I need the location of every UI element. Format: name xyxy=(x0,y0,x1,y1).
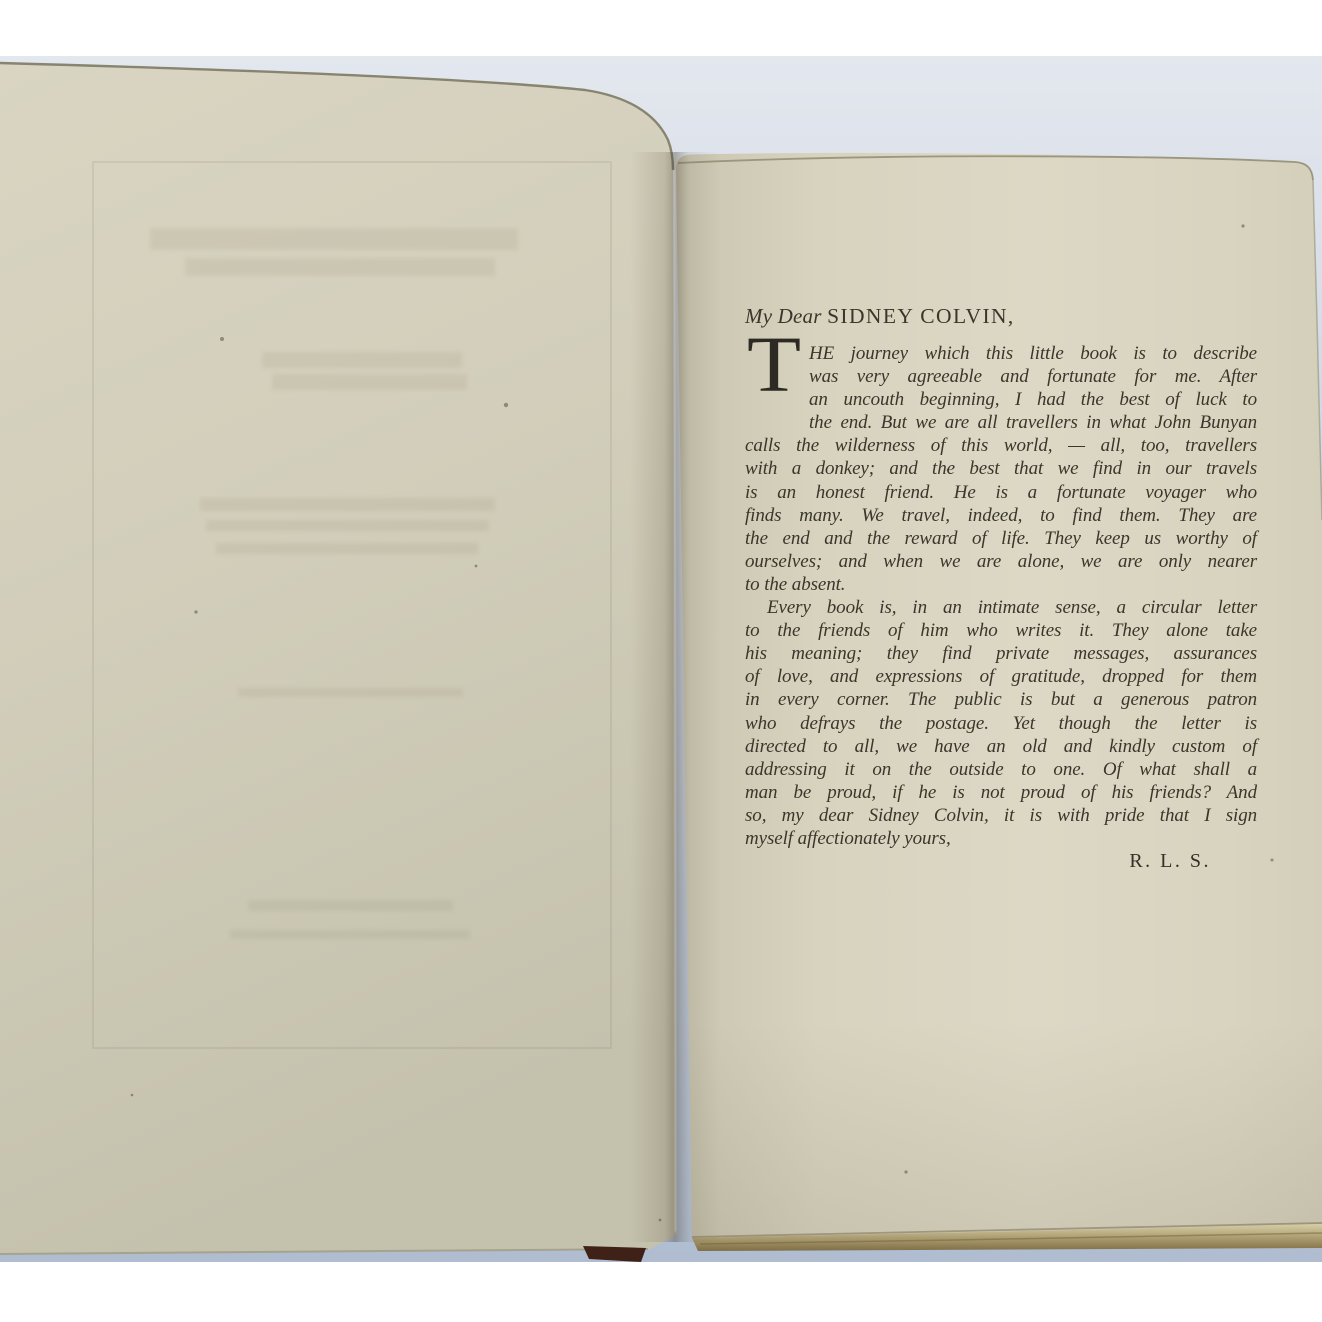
text-line: of love, and expressions of gratitude, dropped for them xyxy=(745,666,1257,688)
text-line: ourselves; and when we are alone, we are only nearer xyxy=(745,550,1257,572)
text-line: who defrays the postage. Yet though the letter is xyxy=(745,712,1257,734)
text-line: is an honest friend. He is a fortunate voyager who xyxy=(745,481,1257,503)
text-line: calls the wilderness of this world, — all, too, travellers xyxy=(745,435,1257,457)
drop-cap xyxy=(745,322,809,412)
dedication-page-text xyxy=(745,304,1257,873)
text-line: Every book is, in an intimate sense, a circular letter xyxy=(767,597,1257,619)
dedication-body xyxy=(745,322,1257,873)
text-line: was very agreeable and fortunate for me. After xyxy=(809,366,1257,388)
text-line: to the absent. xyxy=(745,573,846,595)
text-line: his meaning; they find private messages, assurances xyxy=(745,643,1257,665)
text-line: myself affectionately yours, xyxy=(745,827,951,849)
text-lines xyxy=(745,342,1257,850)
text-line: with a donkey; and the best that we find in our travels xyxy=(745,458,1257,480)
drop-cap-letter: T xyxy=(747,322,801,409)
text-line: the end. But we are all travellers in what John Bunyan xyxy=(809,412,1257,434)
text-line: to the friends of him who writes it. They alone take xyxy=(745,620,1257,642)
text-line: man be proud, if he is not proud of his friends? And xyxy=(745,781,1257,803)
text-line: addressing it on the outside to one. Of what shall a xyxy=(745,758,1257,780)
salutation xyxy=(745,304,1257,329)
signature: R. L. S. xyxy=(1129,850,1211,873)
text-line: the end and the reward of life. They keep us worthy of xyxy=(745,527,1257,549)
text-line: so, my dear Sidney Colvin, it is with pride that I sign xyxy=(745,804,1257,826)
text-line: HE journey which this little book is to describe xyxy=(809,343,1257,364)
text-line: in every corner. The public is but a generous patron xyxy=(745,689,1257,711)
salutation-name: SIDNEY COLVIN, xyxy=(827,304,1015,328)
text-line: an uncouth beginning, I had the best of luck to xyxy=(809,389,1257,411)
text-line: directed to all, we have an old and kindly custom of xyxy=(745,735,1257,757)
salutation-prefix: My Dear xyxy=(745,304,828,328)
text-line: finds many. We travel, indeed, to find them. They are xyxy=(745,504,1257,526)
